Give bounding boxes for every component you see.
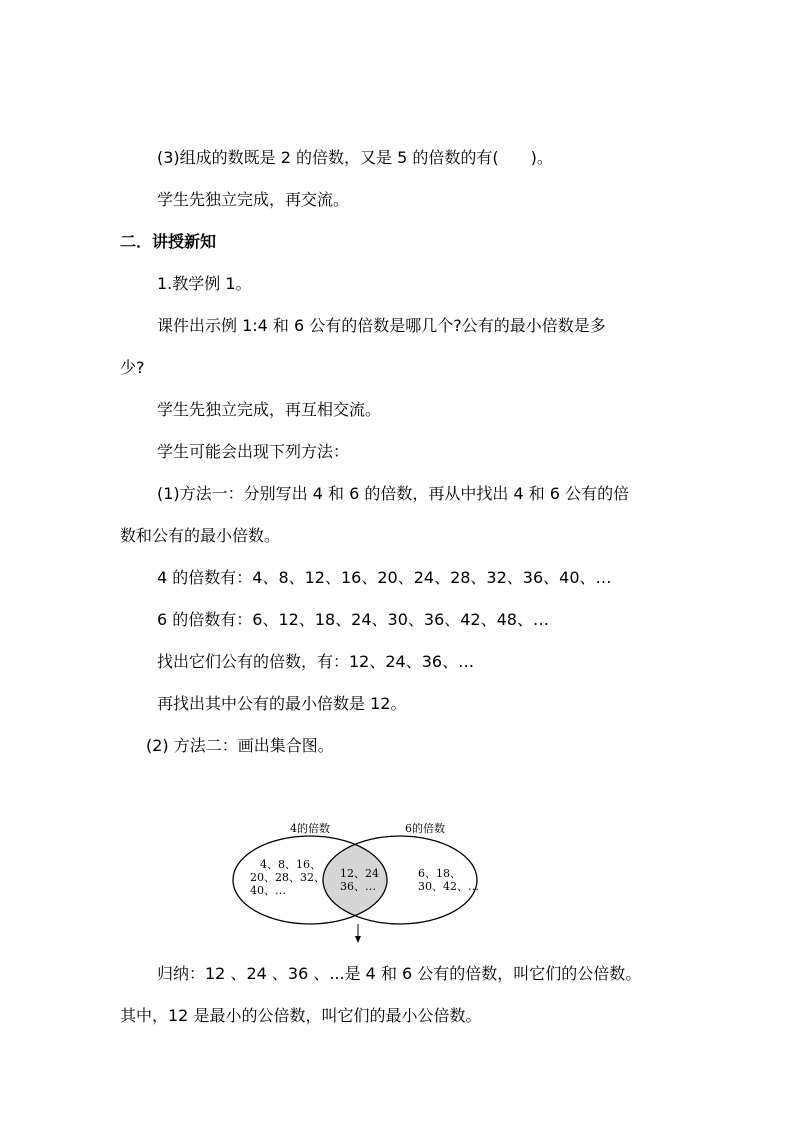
left-only-line-2: 20、28、32、 xyxy=(250,871,325,884)
right-set-label: 6的倍数 xyxy=(405,822,445,835)
exchange-instruction-2: 学生先独立完成，再互相交流。 xyxy=(157,400,382,419)
intersection-line-1: 12、24 xyxy=(340,867,379,880)
right-only-line-1: 6、18、 xyxy=(418,867,461,880)
courseware-text-line-1: 课件出示例 1:4 和 6 公有的倍数是哪几个?公有的最小倍数是多 xyxy=(157,316,606,335)
method-2: (2) 方法二：画出集合图。 xyxy=(146,736,334,755)
common-multiples: 找出它们公有的倍数，有：12、24、36、… xyxy=(157,652,475,671)
method-1-line-2: 数和公有的最小倍数。 xyxy=(120,526,281,545)
summary-line-1: 归纳：12 、24 、36 、...是 4 和 6 公有的倍数，叫它们的公倍数。 xyxy=(157,964,642,983)
intersection-line-2: 36、… xyxy=(340,880,376,893)
arrow-head xyxy=(355,936,361,943)
multiples-of-4: 4 的倍数有：4、8、12、16、20、24、28、32、36、40、… xyxy=(157,568,612,587)
question-3: (3)组成的数既是 2 的倍数，又是 5 的倍数的有( )。 xyxy=(157,148,553,167)
left-set-label: 4的倍数 xyxy=(290,822,330,835)
multiples-of-6: 6 的倍数有：6、12、18、24、30、36、42、48、… xyxy=(157,610,549,629)
method-1-line-1: (1)方法一：分别写出 4 和 6 的倍数，再从中找出 4 和 6 公有的倍 xyxy=(157,484,630,503)
least-common-multiple: 再找出其中公有的最小倍数是 12。 xyxy=(157,694,407,713)
venn-diagram xyxy=(225,812,505,952)
left-only-line-3: 40、… xyxy=(250,884,286,897)
exchange-instruction-1: 学生先独立完成，再交流。 xyxy=(157,190,350,209)
example-1-title: 1.教学例 1。 xyxy=(157,274,252,293)
courseware-text-line-2: 少? xyxy=(120,358,145,377)
left-only-line-1: 4、8、16、 xyxy=(260,858,321,871)
section-heading-2: 二．讲授新知 xyxy=(120,232,217,251)
methods-intro: 学生可能会出现下列方法： xyxy=(157,442,350,461)
summary-line-2: 其中，12 是最小的公倍数，叫它们的最小公倍数。 xyxy=(120,1006,482,1025)
right-only-line-2: 30、42、… xyxy=(418,880,479,893)
